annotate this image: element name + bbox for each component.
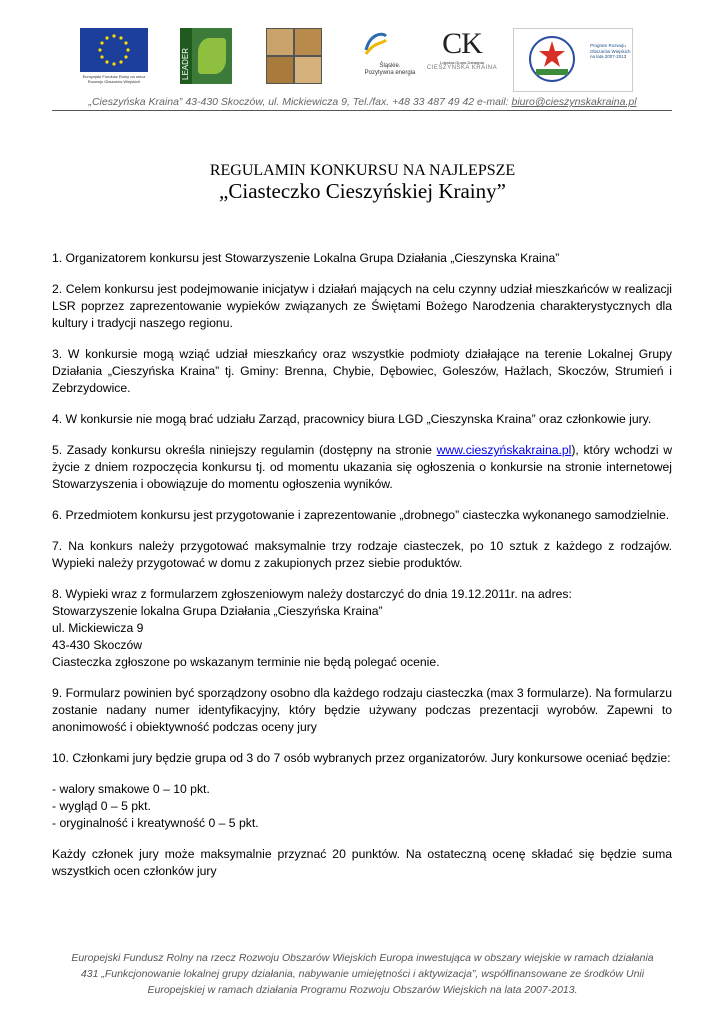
paragraph-6: 6. Przedmiotem konkursu jest przygotowanie i zaprezentowanie „drobnego” ciasteczka wykonanego samodzielnie.	[52, 508, 670, 522]
eu-flag-icon	[80, 28, 148, 72]
eu-flag-logo	[80, 28, 148, 88]
paragraph-4: 4. W konkursie nie mogą brać udziału Zarząd, pracownicy biura LGD „Cieszynska Kraina” oraz członkowie jury.	[52, 412, 652, 426]
ck-logo-mark: CK	[442, 27, 482, 60]
address-city: 43-430 Skoczów	[52, 638, 143, 652]
silesia-logo: Śląskie. Pozytywna energia	[360, 28, 420, 88]
svg-text:LEADER: LEADER	[181, 47, 190, 80]
paragraph-2: 2. Celem konkursu jest podejmowanie inicjatyw i działań mających na celu czynny udział mieszkańców w realizacji LSR poprzez zaprezentowanie wypieków związanych ze Świętami Bożego Narodzenia charakterystycznych dla kultury i tradycji naszego regionu.	[52, 282, 672, 330]
header-divider	[52, 110, 672, 111]
paragraph-9: 9. Formularz powinien być sporządzony osobno dla każdego rodzaju ciasteczka (max 3 formularze). Na formularzu zostanie nadany numer identyfikacyjny, który będzie używany podczas prezentacji wyrobów. Zapewni to anonimowość i obiektywność podczas oceny jury	[52, 686, 672, 734]
paragraph-7: 7. Na konkurs należy przygotować maksymalnie trzy rodzaje ciasteczek, po 10 sztuk z każdego z rodzajów. Wypieki należy przygotować w domu z zakupionych przez siebie produktów.	[52, 539, 672, 570]
paragraph-8: 8. Wypieki wraz z formularzem zgłoszeniowym należy dostarczyć do dnia 19.12.2011r. na adres: Stowarzyszenie lokalna Grupa Działania „Cieszyńska Kraina” ul. Mickiewicza 9 43-430 Skoczów Ciasteczka zgłoszone po wskazanym terminie nie będą polegać ocenie.	[52, 586, 672, 671]
stars-emblem-icon	[514, 29, 588, 89]
criterion-appearance: - wygląd 0 – 5 pkt.	[52, 799, 151, 813]
eu-logo-caption: Europejski Fundusz Rolny na rzecz Rozwoju Obszarów Wiejskich	[82, 74, 146, 84]
criterion-originality: - oryginalność i kreatywność 0 – 5 pkt.	[52, 816, 259, 830]
criteria-list	[52, 781, 672, 832]
document-title: REGULAMIN KONKURSU NA NAJLEPSZE	[209, 162, 516, 179]
header-address-text: „Cieszyńska Kraina” 43-430 Skoczów, ul. Mickiewicza 9, Tel./fax. +48 33 487 49 42 e-mail:	[88, 96, 512, 108]
paragraph-11: Każdy członek jury może maksymalnie przyznać 20 punktów. Na ostateczną ocenę składać się będzie suma wszystkich ocen członków jury	[52, 847, 672, 878]
website-link[interactable]: www.cieszyńskakraina.pl	[436, 443, 572, 457]
footer-note: Europejski Fundusz Rolny na rzecz Rozwoju Obszarów Wiejskich Europa inwestująca w obszary wiejskie w ramach działania 431 „Funkcjonowanie lokalnej grupy działania, nabywanie umiejętności i aktywizacja”, współfinansowane ze środków Unii Europejskiej w ramach działania Programu Rozwoju Obszarów Wiejskich na lata 2007-2013.	[71, 952, 654, 996]
document-subtitle: „Ciasteczko Cieszyńskiej Krainy”	[219, 179, 506, 203]
paragraph-10: 10. Członkami jury będzie grupa od 3 do 7 osób wybranych przez organizatorów. Jury konkursowe oceniać będzie:	[52, 751, 671, 765]
paragraph-5: 5. Zasady konkursu określa niniejszy regulamin (dostępny na stronie www.cieszyńskakraina.pl), który wchodzi w życie z dniem rozpoczęcia konkursu tj. od momentu ukazania się ogłoszenia o konkursie na stronie internetowej Stowarzyszenia i obowiązuje do momentu ogłoszenia wyników.	[52, 443, 672, 491]
header-address	[0, 96, 725, 108]
silesia-swirl-icon	[360, 28, 390, 58]
header-email-link[interactable]: biuro@cieszynskakraina.pl	[511, 96, 637, 108]
paragraph-3: 3. W konkursie mogą wziąć udział mieszkańcy oraz wszystkie podmioty działające na terenie Lokalnej Grupy Działania „Cieszyńska Kraina” tj. Gminy: Brenna, Chybie, Dębowiec, Goleszów, Hażlach, Skoczów, Strumień i Zebrzydowice.	[52, 347, 672, 395]
ck-logo: CK Lokalna Grupa Działania CIESZYŃSKA KRAINA	[426, 27, 498, 71]
header-logos	[80, 28, 640, 92]
address-organization: Stowarzyszenie lokalna Grupa Działania „Cieszyńska Kraina”	[52, 604, 383, 618]
coat-of-arms-logo	[266, 28, 322, 86]
prow-logo: Program Rozwoju Obszarów Wiejskich na lata 2007-2013	[513, 28, 633, 92]
address-street: ul. Mickiewicza 9	[52, 621, 144, 635]
leaf-icon	[198, 38, 226, 74]
paragraph-1: 1. Organizatorem konkursu jest Stowarzyszenie Lokalna Grupa Działania „Cieszynska Kraina”	[52, 251, 560, 265]
criterion-taste: - walory smakowe 0 – 10 pkt.	[52, 782, 210, 796]
leader-logo	[180, 28, 232, 84]
regulation-body	[52, 250, 672, 894]
